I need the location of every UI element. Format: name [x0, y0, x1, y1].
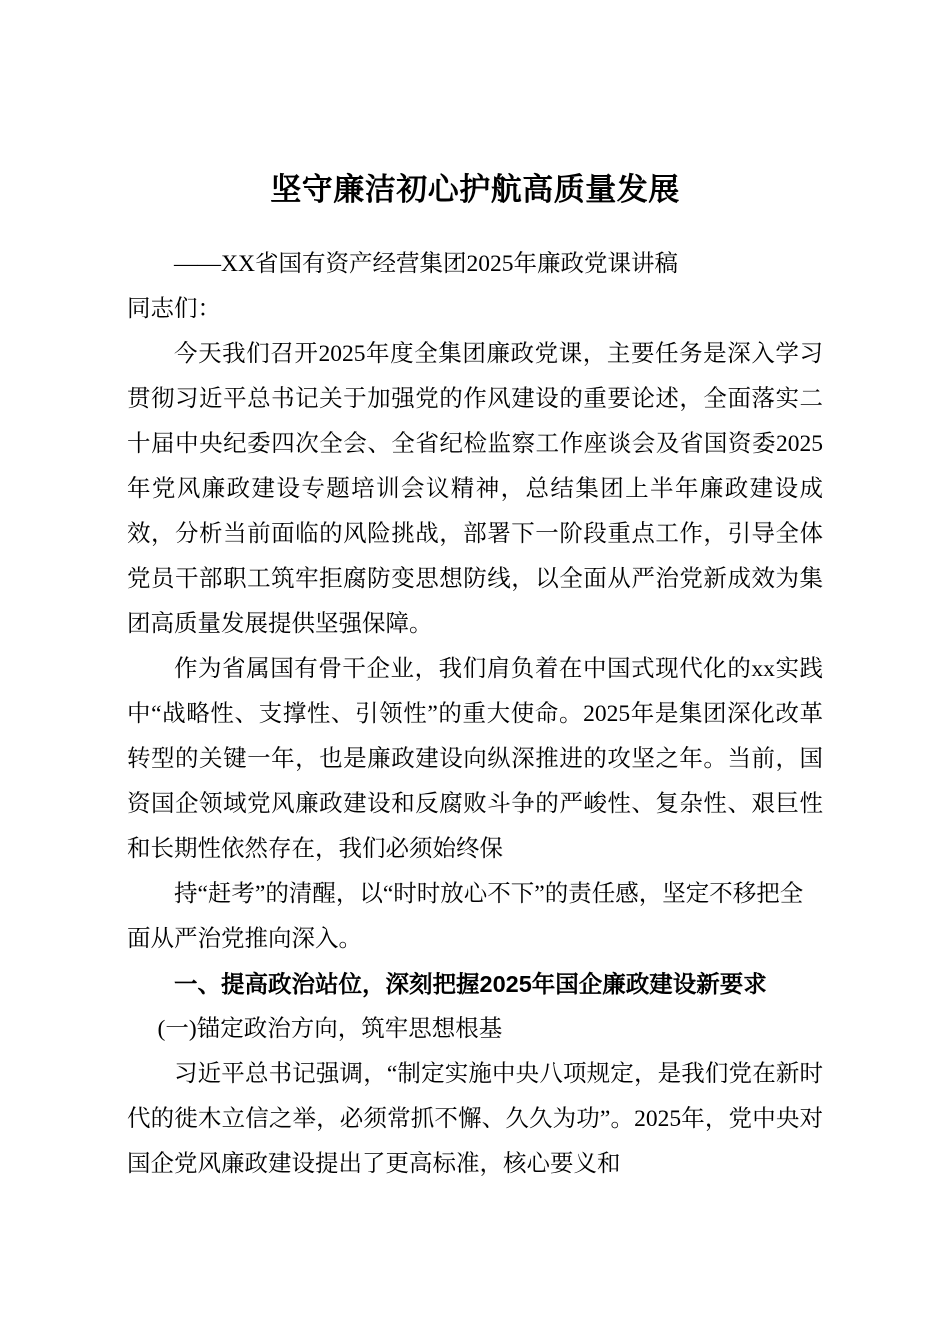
body-paragraph-2: 作为省属国有骨干企业，我们肩负着在中国式现代化的xx实践中“战略性、支撑性、引领性”的重大使命。2025年是集团深化改革转型的关键一年，也是廉政建设向纵深推进的攻坚之年。当前，国资国企领域党风廉政建设和反腐败斗争的严峻性、复杂性、艰巨性和长期性依然存在，我们必须始终保	[127, 656, 823, 862]
body-paragraph-3: 持“赶考”的清醒，以“时时放心不下”的责任感，坚定不移把全面从严治党推向深入。	[127, 881, 804, 952]
subsection-heading-1: (一)锚定政治方向，筑牢思想根基	[157, 1016, 503, 1042]
page-title: 坚守廉洁初心护航高质量发展	[270, 172, 680, 207]
section-1-body-paragraph-1: 习近平总书记强调，“制定实施中央八项规定，是我们党在新时代的徙木立信之举，必须常抓不懈、久久为功”。2025年，党中央对国企党风廉政建设提出了更高标准，核心要义和	[127, 1061, 823, 1177]
body-paragraph-1: 今天我们召开2025年度全集团廉政党课，主要任务是深入学习贯彻习近平总书记关于加强党的作风建设的重要论述，全面落实二十届中央纪委四次全会、全省纪检监察工作座谈会及省国资委2025年党风廉政建设专题培训会议精神，总结集团上半年廉政建设成效，分析当前面临的风险挑战，部署下一阶段重点工作，引导全体党员干部职工筑牢拒腐防变思想防线，以全面从严治党新成效为集团高质量发展提供坚强保障。	[127, 341, 823, 637]
salutation: 同志们：	[127, 296, 221, 322]
document-subtitle: ——XX省国有资产经营集团2025年廉政党课讲稿	[174, 251, 678, 277]
section-heading-1: 一、提高政治站位，深刻把握2025年国企廉政建设新要求	[174, 971, 767, 997]
document-content-column	[127, 0, 823, 1187]
